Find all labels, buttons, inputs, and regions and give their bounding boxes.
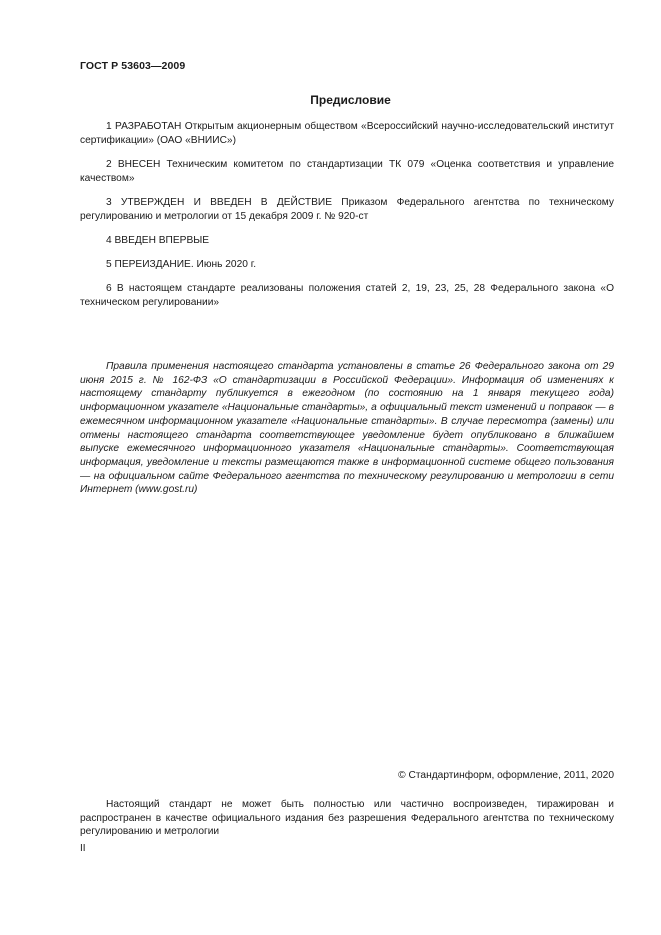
copyright-line: © Стандартинформ, оформление, 2011, 2020 bbox=[398, 770, 614, 781]
rights-notice: Настоящий стандарт не может быть полностью или частично воспроизведен, тиражирован и распространен в качестве официального издания без разрешения Федерального агентства по техническому регулированию и метрологии bbox=[80, 799, 614, 837]
preface-item-1: 1 РАЗРАБОТАН Открытым акционерным обществом «Всероссийский научно-исследовательский институт сертификации» (ОАО «ВНИИС») bbox=[80, 121, 614, 146]
preface-item-6: 6 В настоящем стандарте реализованы положения статей 2, 19, 23, 25, 28 Федерального закона «О техническом регулировании» bbox=[80, 283, 614, 308]
preface-item-4: 4 ВВЕДЕН ВПЕРВЫЕ bbox=[106, 235, 210, 246]
page-title: Предисловие bbox=[310, 93, 391, 107]
preface-item-2: 2 ВНЕСЕН Техническим комитетом по стандартизации ТК 079 «Оценка соответствия и управление качеством» bbox=[80, 159, 614, 184]
usage-notice: Правила применения настоящего стандарта установлены в статье 26 Федерального закона от 29 июня 2015 г. № 162-ФЗ «О стандартизации в Российской Федерации». Информация об изменениях к настоящему стандарту публикуется в ежегодном (по состоянию на 1 января текущего года) информационном указателе «Национальные стандарты», а официальный текст изменений и поправок — в ежемесячном информационном указателе «Национальные стандарты». В случае пересмотра (замены) или отмены настоящего стандарта соответствующее уведомление будет опубликовано в ближайшем выпуске ежемесячного информационного указателя «Национальные стандарты». Соответствующая информация, уведомление и тексты размещаются также в информационной системе общего пользования — на официальном сайте Федерального агентства по техническому регулированию и метрологии в сети Интернет (www.gost.ru) bbox=[80, 361, 614, 496]
page-number: II bbox=[80, 843, 86, 854]
preface-items bbox=[80, 120, 614, 320]
preface-item-3: 3 УТВЕРЖДЕН И ВВЕДЕН В ДЕЙСТВИЕ Приказом Федерального агентства по техническому регулированию и метрологии от 15 декабря 2009 г. № 920-ст bbox=[80, 197, 614, 222]
document-code: ГОСТ Р 53603—2009 bbox=[80, 60, 186, 72]
preface-item-5: 5 ПЕРЕИЗДАНИЕ. Июнь 2020 г. bbox=[106, 259, 257, 270]
